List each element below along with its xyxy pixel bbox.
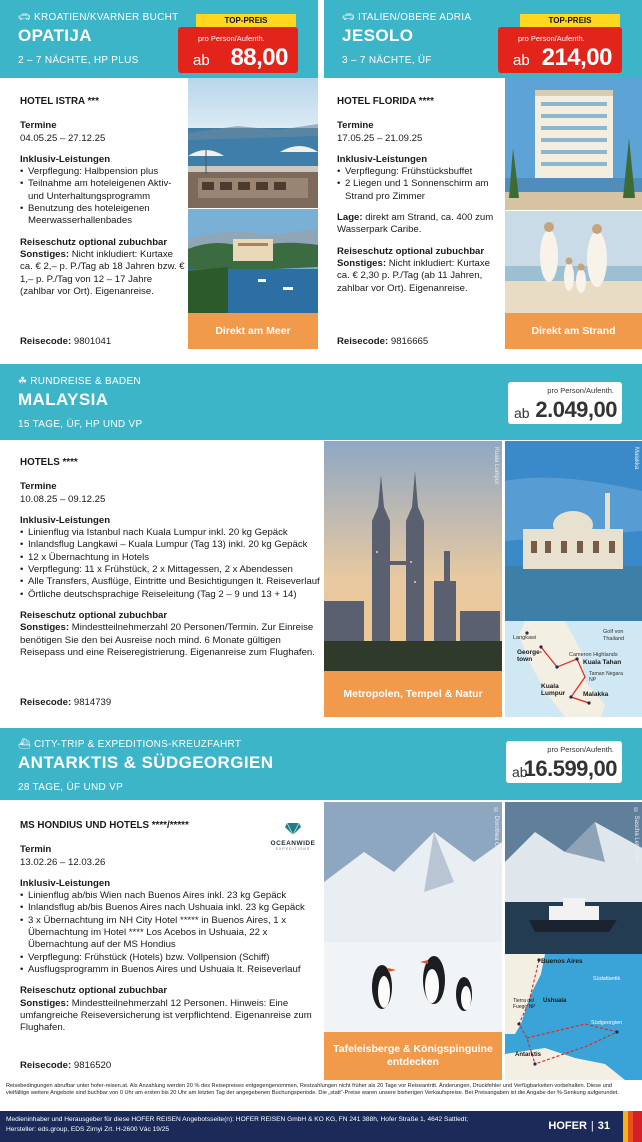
offer-card-opatija xyxy=(20,96,185,348)
misc-label: Sonstiges: xyxy=(20,248,70,260)
photo-credit: Malakka xyxy=(633,447,639,470)
price-amount: 2.049,00 xyxy=(535,397,617,422)
photo-penguins xyxy=(324,802,502,1032)
highlight-banner: Direkt am Meer xyxy=(188,313,318,349)
route-map-antarctica xyxy=(505,954,642,1080)
price-per-label: pro Person/Aufenth. xyxy=(518,34,585,43)
brand-tagline: EXPEDITIONS xyxy=(275,847,311,851)
photo-opatija-terrace xyxy=(188,78,318,208)
inclusions-label: Inklusiv-Leistungen xyxy=(337,153,428,165)
top-price-band: TOP-PREIS xyxy=(196,14,296,27)
list-item: • Inlandsflug Langkawi – Kuala Lumpur (Tag 13) inkl. 20 kg Gepäck xyxy=(20,539,320,551)
list-item: • Verpflegung: Frühstück (Hotels) bzw. Vollpension (Schiff) xyxy=(20,952,322,964)
highlight-banner: Metropolen, Tempel & Natur xyxy=(324,671,502,717)
category-label: KROATIEN/KVARNER BUCHT xyxy=(34,12,179,23)
car-icon: 🚗︎ xyxy=(342,12,355,23)
route-map-malaysia xyxy=(505,621,642,717)
oceanwide-logo xyxy=(270,822,316,852)
price-badge xyxy=(506,741,622,783)
list-item: • Ausflugsprogramm in Buenos Aires und Ushuaia lt. Reiseverlauf xyxy=(20,964,322,976)
photo-credit: © Sascha Lettmann xyxy=(633,808,639,863)
car-icon: 🚗︎ xyxy=(18,12,31,23)
category-label: CITY-TRIP & EXPEDITIONS-KREUZFAHRT xyxy=(34,739,242,750)
publisher-line: Medieninhaber und Herausgeber für diese HOFER REISEN Angebotsseite(n): HOFER REISEN GmbH & KO KG, FN 241 388h, Hofer Straße 1, 4642 Sattledt; xyxy=(6,1116,469,1123)
diamond-logo-icon xyxy=(285,823,301,835)
list-item: • Teilnahme am hoteleigenen Aktiv- und Unterhaltungsprogramm xyxy=(20,178,185,203)
photo-credit: Kuala Lumpur xyxy=(493,447,499,485)
price-per-label: pro Person/Aufenth. xyxy=(547,386,614,395)
price-prefix: ab xyxy=(512,764,528,780)
dates-value: 10.08.25 – 09.12.25 xyxy=(20,493,106,505)
insurance-note: Reiseschutz optional zubuchbar xyxy=(20,609,168,621)
list-item: • Verpflegung: 11 x Frühstück, 2 x Mittagessen, 2 x Abendessen xyxy=(20,564,320,576)
travel-code: 9816520 xyxy=(71,1059,112,1071)
brand-stripe xyxy=(620,1111,642,1142)
map-label: Malakka xyxy=(583,691,609,698)
map-label: Cameron Highlands xyxy=(569,652,618,658)
insurance-note: Reiseschutz optional zubuchbar xyxy=(20,985,168,997)
map-label: Langkawi xyxy=(513,635,537,641)
hotel-name: HOTELS **** xyxy=(20,457,78,468)
location-label: Lage: xyxy=(337,212,363,224)
map-label: Südgeorgien xyxy=(591,1020,623,1026)
travel-code-label: Reisecode: xyxy=(20,335,72,347)
dates-label: Termin xyxy=(20,844,52,856)
list-item: • Linienflug via Istanbul nach Kuala Lumpur inkl. 20 kg Gepäck xyxy=(20,527,320,539)
legal-footnote: Reisebedingungen abrufbar unter hofer-reisen.at. Als Anzahlung werden 20 % des Reisepreises entgegengenommen, Restzahlungen nicht früher als 20 Tage vor Reiseantritt. Änderungen, Druckfehler und Verfügbarkeiten vorbehalten. Diese und vielfältige weitere Angebote sind buchbar von 0 Uhr am ersten bis 20 Uhr am letzten Tag der angegebenen Buchungsperiode. Die „statt“-Preise waren unsere bisherigen Verkaufspreise. Bei Preisangaben ist die Angabe der %-Senkung aufgerundet. xyxy=(6,1083,619,1097)
destination-title: MALAYSIA xyxy=(18,390,109,409)
dates-value: 17.05.25 – 21.09.25 xyxy=(337,132,423,144)
photo-kuala-lumpur xyxy=(324,441,502,671)
price-prefix: ab xyxy=(193,52,210,69)
inclusions-list xyxy=(20,890,322,976)
price-per-label: pro Person/Aufenth. xyxy=(547,745,614,754)
hotel-name: MS HONDIUS UND HOTELS ****/***** xyxy=(20,820,189,831)
page-number: 31 xyxy=(597,1120,610,1132)
travel-code-label: Reisecode: xyxy=(20,696,72,708)
map-label: George-town xyxy=(517,649,542,663)
inclusions-list xyxy=(337,166,499,203)
dates-label: Termine xyxy=(337,120,374,132)
price-per-label: pro Person/Aufenth. xyxy=(198,34,265,43)
duration-label: 28 TAGE, ÜF UND VP xyxy=(18,782,124,793)
price-prefix: ab xyxy=(513,52,530,69)
travel-code: 9816665 xyxy=(388,335,429,347)
dates-label: Termine xyxy=(20,481,57,493)
inclusions-label: Inklusiv-Leistungen xyxy=(20,514,111,526)
list-item: • Alle Transfers, Ausflüge, Eintritte und Besichtigungen lt. Reiseverlauf xyxy=(20,576,320,588)
list-item: • Örtliche deutschsprachige Reiseleitung (Tag 2 – 9 und 13 + 14) xyxy=(20,589,320,601)
map-label: Ushuaia xyxy=(543,998,567,1004)
inclusions-list xyxy=(20,527,320,601)
map-label: Golf von Thailand xyxy=(603,629,625,642)
category-label: RUNDREISE & BADEN xyxy=(30,376,141,387)
photo-expedition-ship xyxy=(505,802,642,954)
price-badge xyxy=(498,27,622,73)
offer-card-jesolo xyxy=(337,96,499,348)
travel-code: 9801041 xyxy=(71,335,112,347)
map-label: Taman Negara NP xyxy=(589,671,624,683)
inclusions-label: Inklusiv-Leistungen xyxy=(20,877,111,889)
insurance-note: Reiseschutz optional zubuchbar xyxy=(337,245,485,257)
offer-card-malaysia xyxy=(20,457,320,709)
top-price-band: TOP-PREIS xyxy=(520,14,620,27)
page-footer xyxy=(0,1111,642,1142)
list-item: • 2 Liegen und 1 Sonnenschirm am Strand pro Zimmer xyxy=(337,178,499,203)
price-prefix: ab xyxy=(514,405,530,421)
page-separator: | xyxy=(590,1120,594,1132)
hotel-name: HOTEL FLORIDA **** xyxy=(337,96,434,107)
highlight-banner: Tafeleisberge & Königspinguine entdecken xyxy=(324,1032,502,1080)
photo-malakka-mosque xyxy=(505,441,642,621)
misc-text: Nicht inkludiert: Kurtaxe ca. € 2,– p. P./Tag ab 18 Jahren bzw. € 1,– p. P./Tag von 12 – 17 Jahre (zahlbar vor Ort). Eigenanreise. xyxy=(20,248,185,297)
palm-tree-icon: ☘ xyxy=(18,376,28,387)
price-badge xyxy=(508,382,622,424)
offer-card-antarktis xyxy=(20,820,322,1072)
dates-value: 04.05.25 – 27.12.25 xyxy=(20,132,106,144)
printer-line: Hersteller: eds.group, EDS Zirnyi Zrt. H-2600 Vác 19/25 xyxy=(6,1125,170,1133)
map-label: Südatlantik xyxy=(593,976,621,982)
map-label: Buenos Aires xyxy=(541,958,583,965)
photo-jesolo-family xyxy=(505,211,642,314)
ship-icon: ⛴ xyxy=(18,739,31,750)
list-item: • Verpflegung: Halbpension plus xyxy=(20,166,185,178)
misc-label: Sonstiges: xyxy=(337,257,387,269)
price-amount: 16.599,00 xyxy=(523,756,617,781)
misc-text: Mindestteilnehmerzahl 12 Personen. Hinweis: Eine umfangreiche Reiseversicherung ist verpflichtend. Eigenanreise zum Flughafen. xyxy=(20,997,312,1034)
brand-name: OCEANWIDE xyxy=(270,840,316,847)
duration-label: 3 – 7 NÄCHTE, ÜF xyxy=(342,55,432,66)
list-item: • Verpflegung: Frühstücksbuffet xyxy=(337,166,499,178)
price-badge xyxy=(178,27,298,73)
photo-opatija-coast xyxy=(188,209,318,313)
misc-label: Sonstiges: xyxy=(20,997,70,1009)
list-item: • 12 x Übernachtung in Hotels xyxy=(20,552,320,564)
duration-label: 2 – 7 NÄCHTE, HP PLUS xyxy=(18,55,139,66)
photo-credit: © Dorothea Oldenberger xyxy=(493,808,499,876)
list-item: • Linienflug ab/bis Wien nach Buenos Aires inkl. 23 kg Gepäck xyxy=(20,890,322,902)
destination-title: ANTARKTIS & SÜDGEORGIEN xyxy=(18,753,274,772)
travel-code: 9814739 xyxy=(71,696,112,708)
category-label: ITALIEN/OBERE ADRIA xyxy=(358,12,472,23)
brand-label: HOFER xyxy=(548,1120,587,1132)
location-text: direkt am Strand, ca. 400 zum Wasserpark Caribe. xyxy=(337,212,494,236)
list-item: • Benutzung des hoteleigenen Meerwasserhallenbades xyxy=(20,203,185,228)
inclusions-label: Inklusiv-Leistungen xyxy=(20,153,111,165)
map-label: Kuala Tahan xyxy=(583,659,622,666)
list-item: • Inlandsflug ab/bis Buenos Aires nach Ushuaia inkl. 23 kg Gepäck xyxy=(20,902,322,914)
travel-code-label: Reisecode: xyxy=(20,1059,72,1071)
map-label: Tierra del Fuego NP xyxy=(513,998,536,1010)
hotel-name: HOTEL ISTRA *** xyxy=(20,96,99,107)
dates-value: 13.02.26 – 12.03.26 xyxy=(20,856,106,868)
map-label: Antarktis xyxy=(515,1052,542,1058)
duration-label: 15 TAGE, ÜF, HP UND VP xyxy=(18,419,143,430)
list-item: • 3 x Übernachtung im NH City Hotel ***** in Buenos Aires, 1 x Übernachtung im Hotel **** Los Acebos in Ushuaia, 22 x Übernachtung auf der MS Hondius xyxy=(20,915,322,952)
photo-jesolo-hotel xyxy=(505,78,642,210)
price-amount: 214,00 xyxy=(541,44,612,71)
inclusions-list xyxy=(20,166,185,227)
dates-label: Termine xyxy=(20,120,57,132)
insurance-note: Reiseschutz optional zubuchbar xyxy=(20,236,168,248)
travel-code-label: Reisecode: xyxy=(337,335,389,347)
misc-text: Mindestteilnehmerzahl 20 Personen/Termin. Zur Einreise benötigen Sie den bei Ausreise noch mind. 6 Monate gültigen Reisepass und eine Reiseregistrierung. Eigenanreise zum Flughafen. xyxy=(20,622,315,658)
misc-label: Sonstiges: xyxy=(20,622,70,634)
price-amount: 88,00 xyxy=(230,44,288,71)
highlight-banner: Direkt am Strand xyxy=(505,313,642,349)
misc-text: Nicht inkludiert: Kurtaxe ca. € 2,30 p. P./Tag (ab 11 Jahren, zahlbar vor Ort). Eigenanreise. xyxy=(337,257,491,294)
map-label: Kuala Lumpur xyxy=(541,683,566,697)
destination-title: OPATIJA xyxy=(18,26,92,45)
destination-title: JESOLO xyxy=(342,26,414,45)
